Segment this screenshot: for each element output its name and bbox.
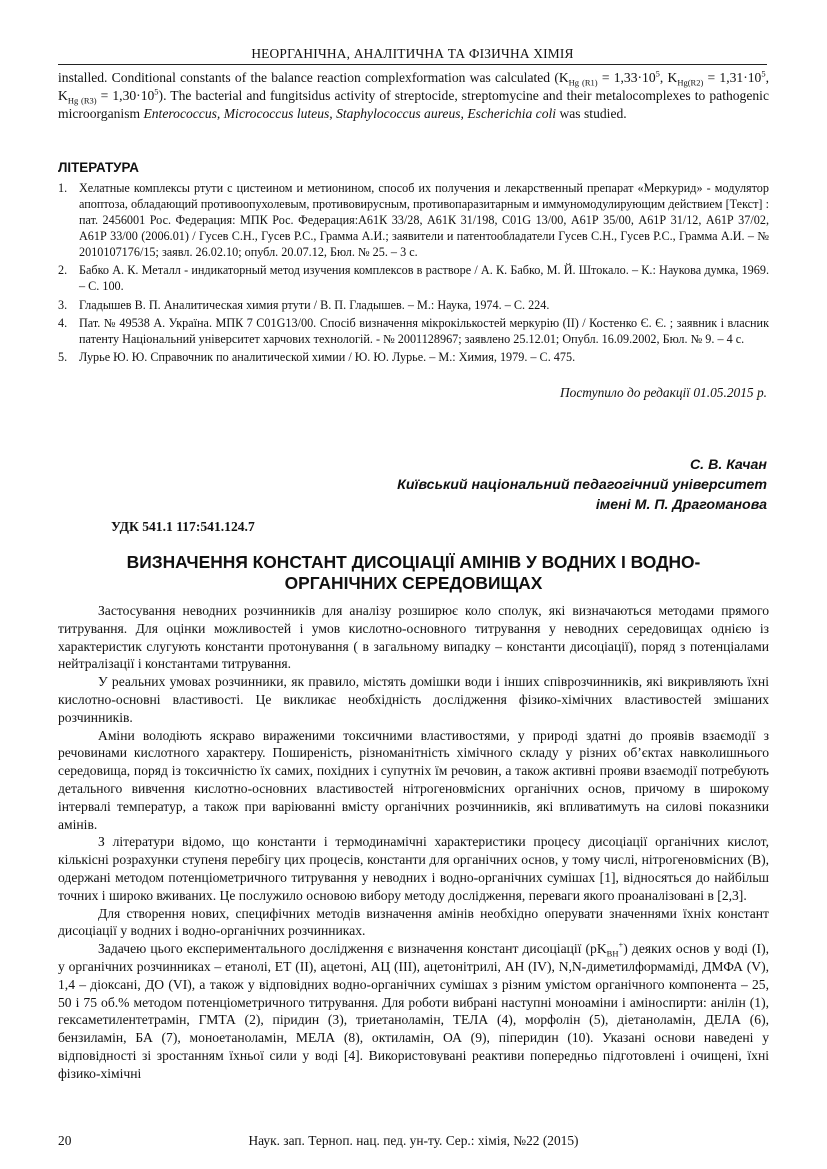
affiliation-line: імені М. П. Драгоманова [595, 497, 767, 513]
running-head: НЕОРГАНІЧНА, АНАЛІТИЧНА ТА ФІЗИЧНА ХІМІЯ [251, 46, 574, 61]
udc-code: УДК 541.1 117:541.124.7 [111, 519, 255, 534]
references-list [58, 181, 769, 369]
affiliation-line: Київський національний педагогічний університет [397, 477, 767, 493]
reference-item: 5. Лурье Ю. Ю. Справочник по аналитической химии / Ю. Ю. Лурье. – М.: Химия, 1979. – С. 475. [58, 350, 576, 365]
article-title: ВИЗНАЧЕННЯ КОНСТАНТ ДИСОЦІАЦІЇ АМІНІВ У ВОДНИХ І ВОДНО- ОРГАНІЧНИХ СЕРЕДОВИЩАХ [126, 552, 701, 593]
received-date: Поступило до редакції 01.05.2015 р. [559, 385, 767, 400]
body-paragraph: Для створення нових, специфічних методів визначення амінів необхідно оперувати значеннями їхніх констант дисоціації у водних і водно-органічних розчинниках. [58, 905, 769, 939]
references-heading: ЛІТЕРАТУРА [58, 160, 139, 175]
reference-item: 4. Пат. № 49538 А. Україна. МПК 7 С01G13/00. Спосіб визначення мікрокількостей меркурію (ІІ) / Костенко Є. Є. ; заявник і власник патенту Національний університет харчових технологій. - № 2001128967; заявлено 25.12.01; Опубл. 16.09.2002, Бюл. № 9. – 4 с. [58, 316, 769, 346]
article-body [58, 602, 769, 1083]
page-number: 20 [58, 1133, 72, 1148]
reference-item: 3. Гладышев В. П. Аналитическая химия ртути / В. П. Гладышев. – М.: Наука, 1974. – С. 224. [58, 297, 550, 312]
body-paragraph: У реальних умовах розчинники, як правило, містять домішки води і інших співрозчинників, які викривляють їхні кислотно-основні властивості. Це викликає необхідність дослідження фізико-хімічних властивостей змішаних розчинників. [58, 674, 769, 725]
abstract-tail: installed. Conditional constants of the balance reaction complexformation was calculated ($K_{Hg (R1)} = 1,33\cdot 10^5$, $K_{Hg(R2)} = 1,31\cdot 10^5$, $K_{Hg (R3)} = 1,30\cdot 10^5$). The bacterial and fungitsidus activity of streptocide, streptomycine and their metalocomplexes to pathogenic microorganism Enterococcus, Micrococcus luteus, Staphylococcus aureus, Escherichia coli was studied. [58, 68, 769, 121]
body-paragraph: Застосування неводних розчинників для аналізу розширює коло сполук, які визначаються методами прямого титрування. Для оцінки можливостей і умов кислотно-основного титрування у неводних середовищах однією із характеристик слугують константи протонування ( в загальному випадку – константи дисоціації), поряд з потенціалами нейтралізації і константами титрування. [58, 603, 769, 672]
header-divider [58, 64, 767, 65]
page-footer [58, 1133, 769, 1151]
body-paragraph: Аміни володіють яскраво вираженими токсичними властивостями, у природі здатні до проявів взаємодії з речовинами кислотного характеру. Поширеність, різноманітність хімічного складу у різних об’єктах навколишнього середовища, поряд із токсичністю їх самих, похідних і супутніх їм речовин, а також активні прояви взаємодії потребують детального вивчення кислотно-основних властивостей нітрогеновмісних органічних основ, причому в широкому інтервалі температур, а також при варіюванні вмісту органічних розчинників, які впливатимуть на силові показники амінів. [58, 727, 769, 832]
body-paragraph: Задачею цього експериментального дослідження є визначення констант дисоціації $(pK_{BH}^+)$ деяких основ у воді (I), у органічних розчинниках – етанолі, ЕТ (II), ацетоні, АЦ (III), ацетонітрилі, АН (IV), N,N-диметилформаміді, ДМФА (V), 1,4 – діоксані, ДО (VI), а також у відповідних водно-органічних сумішах з різним умістом органічного компонента – 25, 50 і 75 об.% методом потенціометричного титрування. Для роботи вибрані наступні моноаміни і аміноспирти: анілін (1), гексаметилентетрамін, ГМТА (2), піридин (3), триетаноламін, ТЕЛА (4), морфолін (5), діетаноламін, ДЕЛА (6), бензиламін, БА (7), моноетаноламін, МЕЛА (8), октиламін, ОА (9), піперидин (10). Указані основи наведені у відповідності зі зростанням їхньої сили у воді [4]. Використовувані реактиви попередньо підготовлені і очищені, їхні фізико-хімічні [58, 939, 769, 1081]
author-block [397, 455, 767, 515]
author-name: С. В. Качан [689, 457, 767, 473]
reference-item: 2. Бабко А. К. Металл - индикаторный метод изучения комплексов в растворе / А. К. Бабко, М. Й. Штокало. – К.: Наукова думка, 1969. – С. 100. [58, 263, 769, 294]
journal-citation: Наук. зап. Терноп. нац. пед. ун-ту. Сер.: хімія, №22 (2015) [248, 1133, 579, 1148]
body-paragraph: З літератури відомо, що константи і термодинамічні характеристики процесу дисоціації органічних кислот, кількісні розрахунки ступеня перебігу цих процесів, константи для органічних основ, у тому числі, нітрогеновмісних (В), одержані методом потенціометричного титрування у неводних і водно-органічних сумішах [1], відносяться до найбільш точних і широко вживаних. Це послужило основою вибору методу дослідження, переваги якого проаналізовані в [2,3]. [58, 834, 769, 903]
reference-item: 1. Хелатные комплексы ртути с цистеином и метионином, способ их получения и лекарственный препарат «Меркурид» - модулятор апоптоза, обладающий противоопухолевым, противовирусным, противопаразитарным и иммуномодулирующим действием [Текст] : пат. 2456001 Рос. Федерация: МПК Рос. Федерация:А61К 33/28, А61К 31/198, С01G 13/00, А61Р 35/00, А61Р 31/12, А61Р 37/02, А61Р 33/00 (2006.01) / Гусев С.Н., Гусев Р.С., Грамма А.И.; заявители и патентообладатели Гусев С.Н., Гусев Р.С., Грамма А.И. – № 2010107176/15; заявл. 26.02.10; опубл. 20.07.12, Бюл. № 25. – 3 с. [58, 181, 769, 259]
